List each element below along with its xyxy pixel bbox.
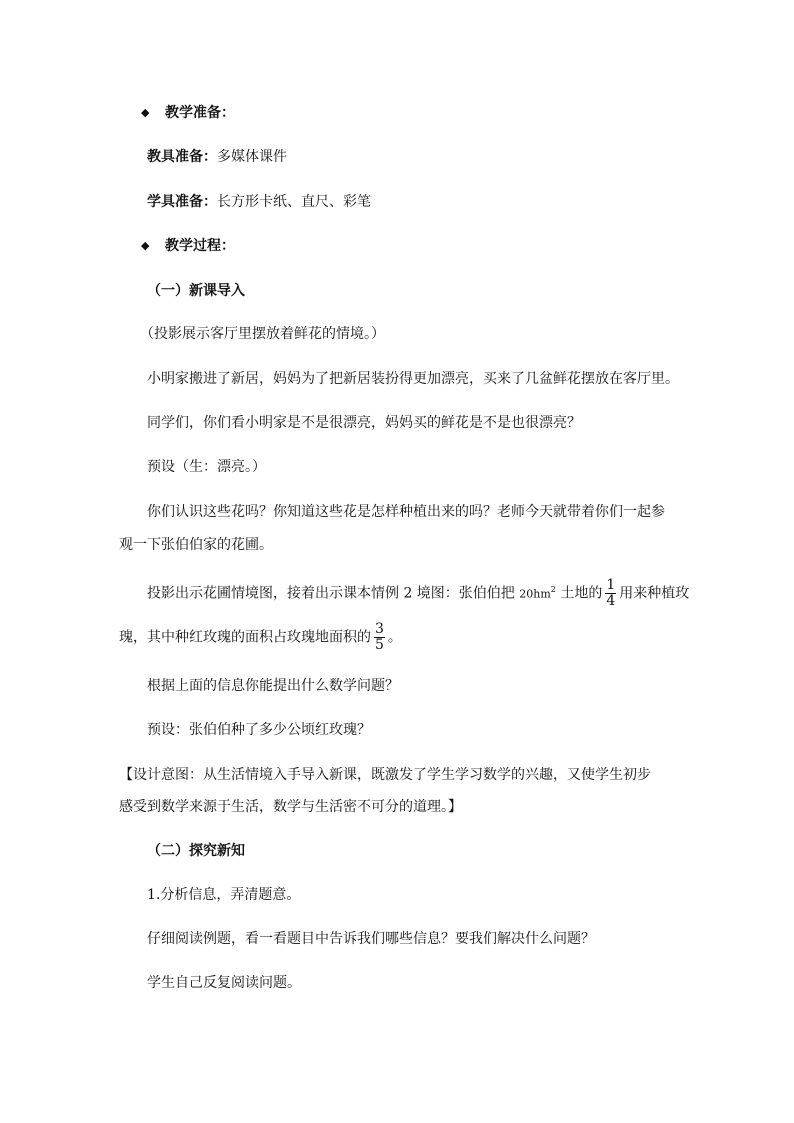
fraction-one-quarter [605,578,616,609]
paragraph-question: 同学们，你们看小明家是不是很漂亮，妈妈买的鲜花是不是也很漂亮？ [147,415,581,431]
area-exponent: 2 [550,584,556,594]
design-intent-line1: 【设计意图：从生活情境入手导入新课，既激发了学生学习数学的兴趣，又使学生初步 [119,767,651,783]
paragraph-intro-line1: 你们认识这些花吗？你知道这些花是怎样种植出来的吗？老师今天就带着你们一起参 [147,504,665,520]
teacher-prep-value: 多媒体课件 [217,149,287,165]
section-title-teaching-process: 教学过程： [165,238,235,254]
student-prep-line [147,192,371,212]
section-title-teaching-prep: 教学准备： [165,105,235,121]
paragraph-projection: （投影展示客厅里摆放着鲜花的情境。） [140,326,385,342]
paragraph-preset: 预设（生：漂亮。） [147,459,266,475]
paragraph-example-line1 [147,578,689,609]
fraction-numerator: 1 [606,577,616,593]
step1-title: 1.分析信息，弄清题意。 [147,887,301,903]
example-text-a: 投影出示花圃情境图，接着出示课本情例 2 境图：张伯伯把 [147,585,520,602]
example-text-b: 土地的 [555,585,603,602]
area-value: 20hm [519,587,551,601]
teacher-prep-line [147,147,287,167]
paragraph-story: 小明家搬进了新居，妈妈为了把新居装扮得更加漂亮，买来了几盆鲜花摆放在客厅里。 [147,371,679,387]
diamond-bullet-icon: ◆ [141,239,150,252]
fraction-denominator: 4 [606,593,616,609]
example-text-d: 瑰，其中种红玫瑰的面积占玫瑰地面积的 [119,629,371,646]
paragraph-read-example: 仔细阅读例题，看一看题目中告诉我们哪些信息？要我们解决什么问题？ [147,931,595,947]
student-prep-label: 学具准备： [147,194,217,210]
example-text-c: 用来种植玫 [619,585,690,602]
paragraph-preset-answer: 预设：张伯伯种了多少公顷红玫瑰？ [147,722,371,738]
fraction-denominator: 5 [375,637,384,653]
part2-heading: （二）探究新知 [147,843,245,859]
student-prep-value: 长方形卡纸、直尺、彩笔 [217,194,371,210]
example-text-end: 。 [387,629,402,646]
paragraph-students-read: 学生自己反复阅读问题。 [147,975,301,991]
design-intent-line2: 感受到数学来源于生活，数学与生活密不可分的道理。】 [119,799,462,815]
paragraph-math-question: 根据上面的信息你能提出什么数学问题？ [147,678,399,694]
teacher-prep-label: 教具准备： [147,149,217,165]
part1-heading: （一）新课导入 [147,283,245,299]
diamond-bullet-icon: ◆ [141,106,150,119]
fraction-three-fifths [374,622,385,653]
paragraph-example-line2 [119,622,402,653]
paragraph-intro-line2: 观一下张伯伯家的花圃。 [119,537,273,553]
fraction-numerator: 3 [375,621,384,637]
